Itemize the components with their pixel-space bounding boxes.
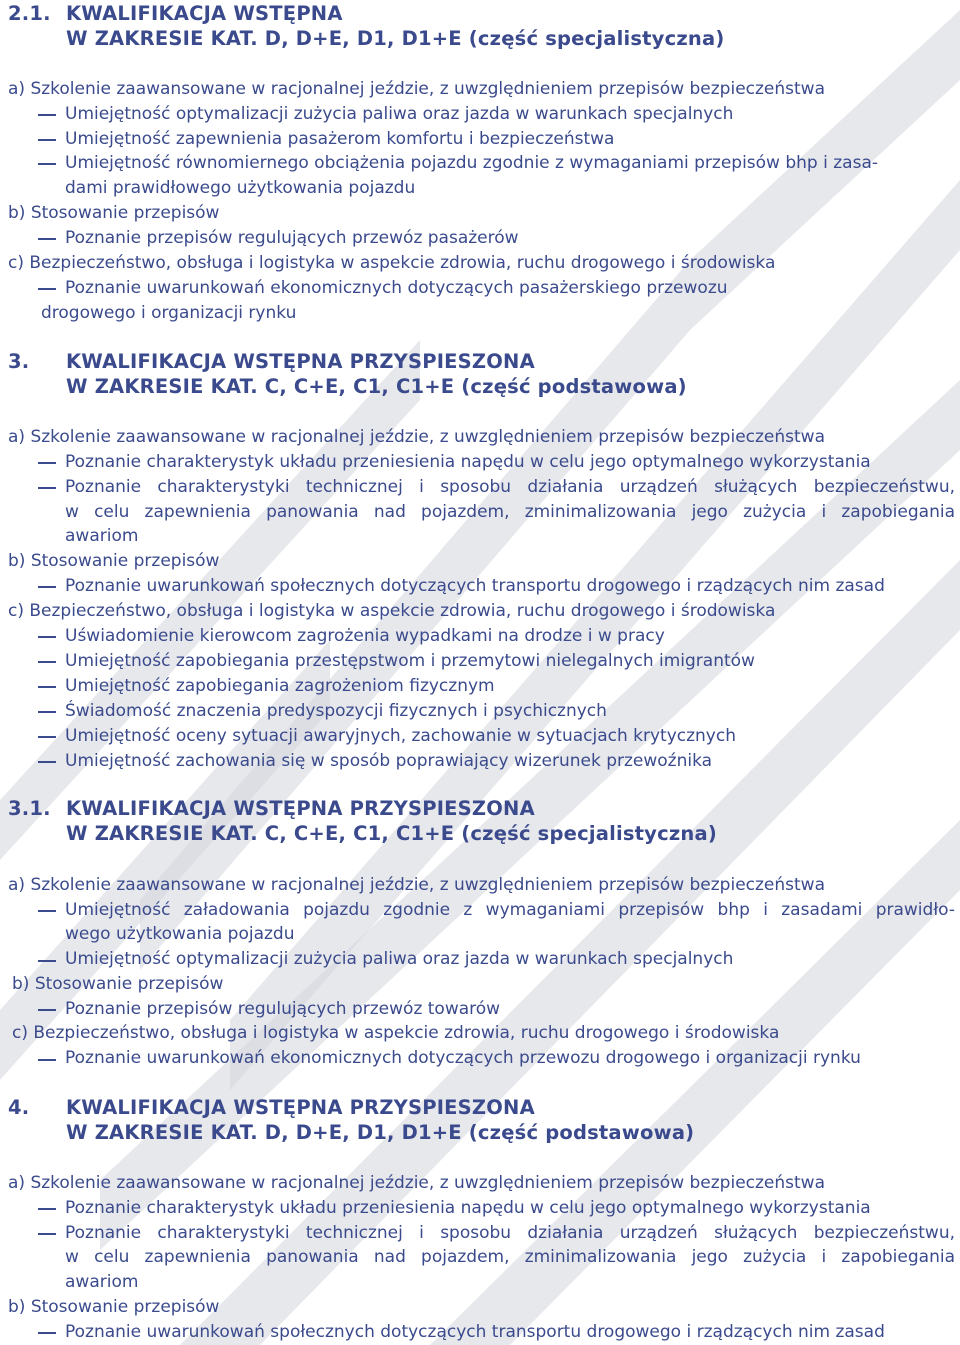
dash-bullet <box>38 1233 56 1235</box>
list-item-continuation: awariom <box>65 526 139 546</box>
dash-bullet <box>38 238 56 240</box>
list-item: Umiejętność zapewnienia pasażerom komfortu i bezpieczeństwa <box>65 129 615 149</box>
section-title-line: W ZAKRESIE KAT. D, D+E, D1, D1+E (część podstawowa) <box>66 1121 695 1144</box>
dash-bullet <box>38 661 56 663</box>
list-item: Poznanie uwarunkowań ekonomicznych dotyczących pasażerskiego przewozu <box>65 278 728 298</box>
dash-bullet <box>38 960 56 962</box>
dash-bullet <box>38 163 56 165</box>
dash-bullet <box>38 711 56 713</box>
section-title-line: KWALIFIKACJA WSTĘPNA <box>66 2 343 25</box>
dash-bullet <box>38 1059 56 1061</box>
list-item: Poznanie uwarunkowań społecznych dotyczących transportu drogowego i rządzących nim zasad <box>65 576 885 596</box>
list-item: Umiejętność oceny sytuacji awaryjnych, zachowanie w sytuacjach krytycznych <box>65 726 736 746</box>
list-item: Umiejętność optymalizacji zużycia paliwa oraz jazda w warunkach specjalnych <box>65 104 734 124</box>
list-item: Umiejętność optymalizacji zużycia paliwa oraz jazda w warunkach specjalnych <box>65 949 734 969</box>
subsection-a-heading: a) Szkolenie zaawansowane w racjonalnej jeździe, z uwzględnieniem przepisów bezpieczeństwa <box>8 427 825 447</box>
dash-bullet <box>38 761 56 763</box>
list-item: Umiejętność zapobiegania zagrożeniom fizycznym <box>65 676 495 696</box>
list-item: Poznanie charakterystyk układu przeniesienia napędu w celu jego optymalnego wykorzystania <box>65 1198 871 1218</box>
list-item: Poznanie uwarunkowań ekonomicznych dotyczących przewozu drogowego i organizacji rynku <box>65 1048 861 1068</box>
subsection-a-heading: a) Szkolenie zaawansowane w racjonalnej jeździe, z uwzględnieniem przepisów bezpieczeństwa <box>8 1173 825 1193</box>
list-item: Umiejętność zachowania się w sposób poprawiający wizerunek przewoźnika <box>65 751 713 771</box>
subsection-c-heading: c) Bezpieczeństwo, obsługa i logistyka w aspekcie zdrowia, ruchu drogowego i środowiska <box>8 253 776 273</box>
dash-bullet <box>38 1332 56 1334</box>
section-title-line: KWALIFIKACJA WSTĘPNA PRZYSPIESZONA <box>66 1096 535 1119</box>
list-item: Poznanie charakterystyk układu przeniesienia napędu w celu jego optymalnego wykorzystania <box>65 452 871 472</box>
list-item: Poznanie przepisów regulujących przewóz towarów <box>65 999 501 1019</box>
list-item-continuation: awariom <box>65 1272 139 1292</box>
section-title-line: W ZAKRESIE KAT. C, C+E, C1, C1+E (część podstawowa) <box>66 375 687 398</box>
subsection-b-heading: b) Stosowanie przepisów <box>8 1297 220 1317</box>
subsection-a-heading: a) Szkolenie zaawansowane w racjonalnej jeździe, z uwzględnieniem przepisów bezpieczeństwa <box>8 79 825 99</box>
dash-bullet <box>38 1009 56 1011</box>
dash-bullet <box>38 487 56 489</box>
list-item: Poznanie przepisów regulujących przewóz pasażerów <box>65 228 519 248</box>
dash-bullet <box>38 736 56 738</box>
dash-bullet <box>38 586 56 588</box>
dash-bullet <box>38 139 56 141</box>
subsection-c-heading: c) Bezpieczeństwo, obsługa i logistyka w aspekcie zdrowia, ruchu drogowego i środowiska <box>8 601 776 621</box>
section-number: 2.1. <box>8 2 51 25</box>
list-item: Uświadomienie kierowcom zagrożenia wypadkami na drodze i w pracy <box>65 626 665 646</box>
list-item-continuation: dami prawidłowego użytkowania pojazdu <box>65 178 416 198</box>
list-item-continuation: drogowego i organizacji rynku <box>41 303 297 323</box>
list-item: Umiejętność równomiernego obciążenia pojazdu zgodnie z wymaganiami przepisów bhp i zasa- <box>65 153 879 173</box>
list-item: Umiejętność zapobiegania przestępstwom i przemytowi nielegalnych imigrantów <box>65 651 755 671</box>
list-item-continuation: w celu zapewnienia panowania nad pojazdem, zminimalizowania jego zużycia i zapobiegania <box>65 502 955 522</box>
dash-bullet <box>38 462 56 464</box>
section-title-line: KWALIFIKACJA WSTĘPNA PRZYSPIESZONA <box>66 350 535 373</box>
list-item: Poznanie charakterystyki technicznej i sposobu działania urządzeń służących bezpieczeństwu, <box>65 1223 955 1243</box>
list-item: Poznanie uwarunkowań społecznych dotyczących transportu drogowego i rządzących nim zasad <box>65 1322 885 1342</box>
dash-bullet <box>38 288 56 290</box>
list-item: Świadomość znaczenia predyspozycji fizycznych i psychicznych <box>65 701 607 721</box>
section-title-line: KWALIFIKACJA WSTĘPNA PRZYSPIESZONA <box>66 797 535 820</box>
section-number: 3.1. <box>8 797 51 820</box>
section-title-line: W ZAKRESIE KAT. C, C+E, C1, C1+E (część specjalistyczna) <box>66 822 717 845</box>
subsection-b-heading: b) Stosowanie przepisów <box>8 551 220 571</box>
subsection-a-heading: a) Szkolenie zaawansowane w racjonalnej jeździe, z uwzględnieniem przepisów bezpieczeństwa <box>8 875 825 895</box>
section-title-line: W ZAKRESIE KAT. D, D+E, D1, D1+E (część specjalistyczna) <box>66 27 725 50</box>
section-number: 4. <box>8 1096 30 1119</box>
list-item: Poznanie charakterystyki technicznej i sposobu działania urządzeń służących bezpieczeństwu, <box>65 477 955 497</box>
dash-bullet <box>38 910 56 912</box>
dash-bullet <box>38 1208 56 1210</box>
dash-bullet <box>38 114 56 116</box>
list-item-continuation: w celu zapewnienia panowania nad pojazdem, zminimalizowania jego zużycia i zapobiegania <box>65 1247 955 1267</box>
section-number: 3. <box>8 350 30 373</box>
subsection-b-heading: b) Stosowanie przepisów <box>12 974 224 994</box>
list-item: Umiejętność załadowania pojazdu zgodnie z wymaganiami przepisów bhp i zasadami prawidło- <box>65 900 955 920</box>
list-item-continuation: wego użytkowania pojazdu <box>65 924 295 944</box>
dash-bullet <box>38 636 56 638</box>
subsection-b-heading: b) Stosowanie przepisów <box>8 203 220 223</box>
subsection-c-heading: c) Bezpieczeństwo, obsługa i logistyka w aspekcie zdrowia, ruchu drogowego i środowiska <box>12 1023 780 1043</box>
dash-bullet <box>38 686 56 688</box>
